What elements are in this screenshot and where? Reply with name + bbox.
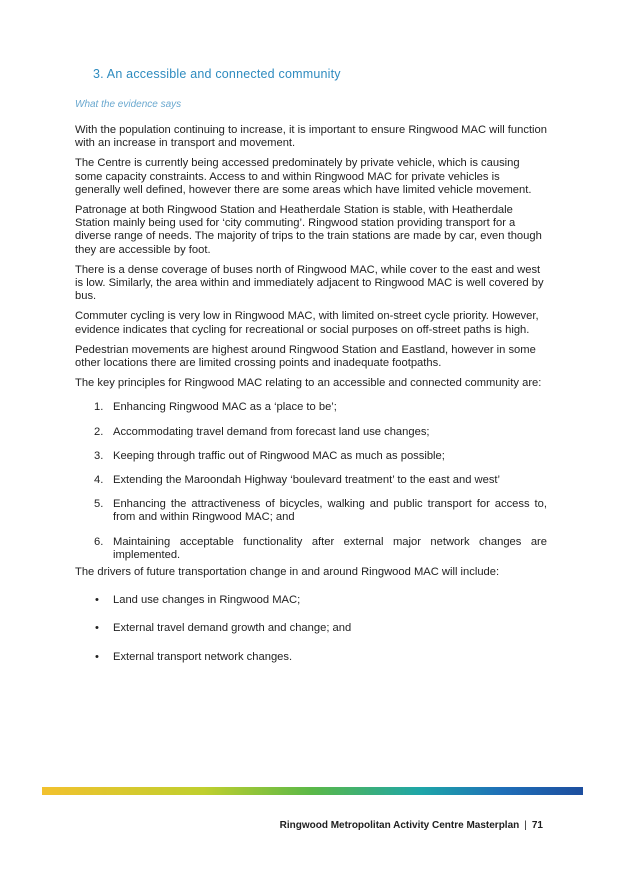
list-number: 6.: [94, 535, 104, 548]
bullet-item-text: Land use changes in Ringwood MAC;: [113, 594, 301, 607]
paragraph: Patronage at both Ringwood Station and Heatherdale Station is stable, with Heatherdale Station mainly being used for ‘city commuting’. Ringwood station providing transport for a diverse range of needs. The majority of trips to the train stations are made by car, even though they are accessible by foot.: [75, 204, 542, 256]
list-item: [75, 401, 547, 414]
list-number: 4.: [94, 474, 104, 487]
section-heading: 3. An accessible and connected community: [93, 67, 341, 81]
list-item-text: Keeping through traffic out of Ringwood MAC as much as possible;: [113, 449, 445, 462]
footer-title: Ringwood Metropolitan Activity Centre Masterplan: [279, 820, 520, 831]
bullet-item-text: External travel demand growth and change; and: [113, 622, 352, 635]
sub-heading: What the evidence says: [75, 99, 182, 110]
list-number: 5.: [94, 498, 104, 511]
page-number: 71: [531, 820, 543, 831]
list-item: [75, 450, 547, 463]
list-item: [75, 474, 547, 487]
bullet-item: [75, 622, 547, 635]
bullet-icon: •: [95, 622, 99, 635]
drivers-intro: The drivers of future transportation change in and around Ringwood MAC will include:: [75, 566, 500, 579]
drivers-list: [75, 594, 547, 664]
bullet-icon: •: [95, 594, 99, 607]
list-item-text: Extending the Maroondah Highway ‘boulevard treatment’ to the east and west’: [113, 474, 501, 487]
list-item-text: Enhancing the attractiveness of bicycles, walking and public transport for access to, from and within Ringwood MAC; and: [113, 498, 547, 524]
list-number: 2.: [94, 425, 104, 438]
bullet-item: [75, 594, 547, 607]
list-number: 3.: [94, 449, 104, 462]
list-item-text: Maintaining acceptable functionality after external major network changes are implemented.: [113, 535, 547, 561]
paragraph: Pedestrian movements are highest around Ringwood Station and Eastland, however in some other locations there are limited crossing points and inadequate footpaths.: [75, 343, 536, 370]
footer-color-bar: [42, 787, 583, 795]
body-text: [75, 124, 547, 664]
bullet-item-text: External transport network changes.: [113, 650, 293, 663]
principles-list: [75, 401, 547, 562]
paragraph: Commuter cycling is very low in Ringwood MAC, with limited on-street cycle priority. However, evidence indicates that cycling for recreational or social purposes on off-street paths is high.: [75, 310, 539, 336]
list-number: 1.: [94, 401, 104, 414]
bullet-item: [75, 651, 547, 664]
paragraph: There is a dense coverage of buses north of Ringwood MAC, while cover to the east and west is low. Similarly, the area within and immediately adjacent to Ringwood MAC is well covered by bus.: [75, 263, 544, 303]
list-item: [75, 536, 547, 562]
list-item: [75, 426, 547, 439]
page-footer: [280, 820, 543, 831]
footer-separator: |: [524, 820, 527, 831]
list-item-text: Enhancing Ringwood MAC as a ‘place to be’;: [113, 401, 337, 414]
list-item: [75, 498, 547, 524]
paragraph: With the population continuing to increase, it is important to ensure Ringwood MAC will function with an increase in transport and movement.: [75, 124, 547, 150]
bullet-icon: •: [95, 650, 99, 663]
paragraph: The key principles for Ringwood MAC relating to an accessible and connected community are:: [75, 377, 542, 390]
list-item-text: Accommodating travel demand from forecast land use changes;: [113, 425, 430, 438]
paragraph: The Centre is currently being accessed predominately by private vehicle, which is causing some capacity constraints. Access to and within Ringwood MAC for private vehicles is generally well defined, however there are some areas which have limited vehicle movement.: [75, 157, 532, 196]
